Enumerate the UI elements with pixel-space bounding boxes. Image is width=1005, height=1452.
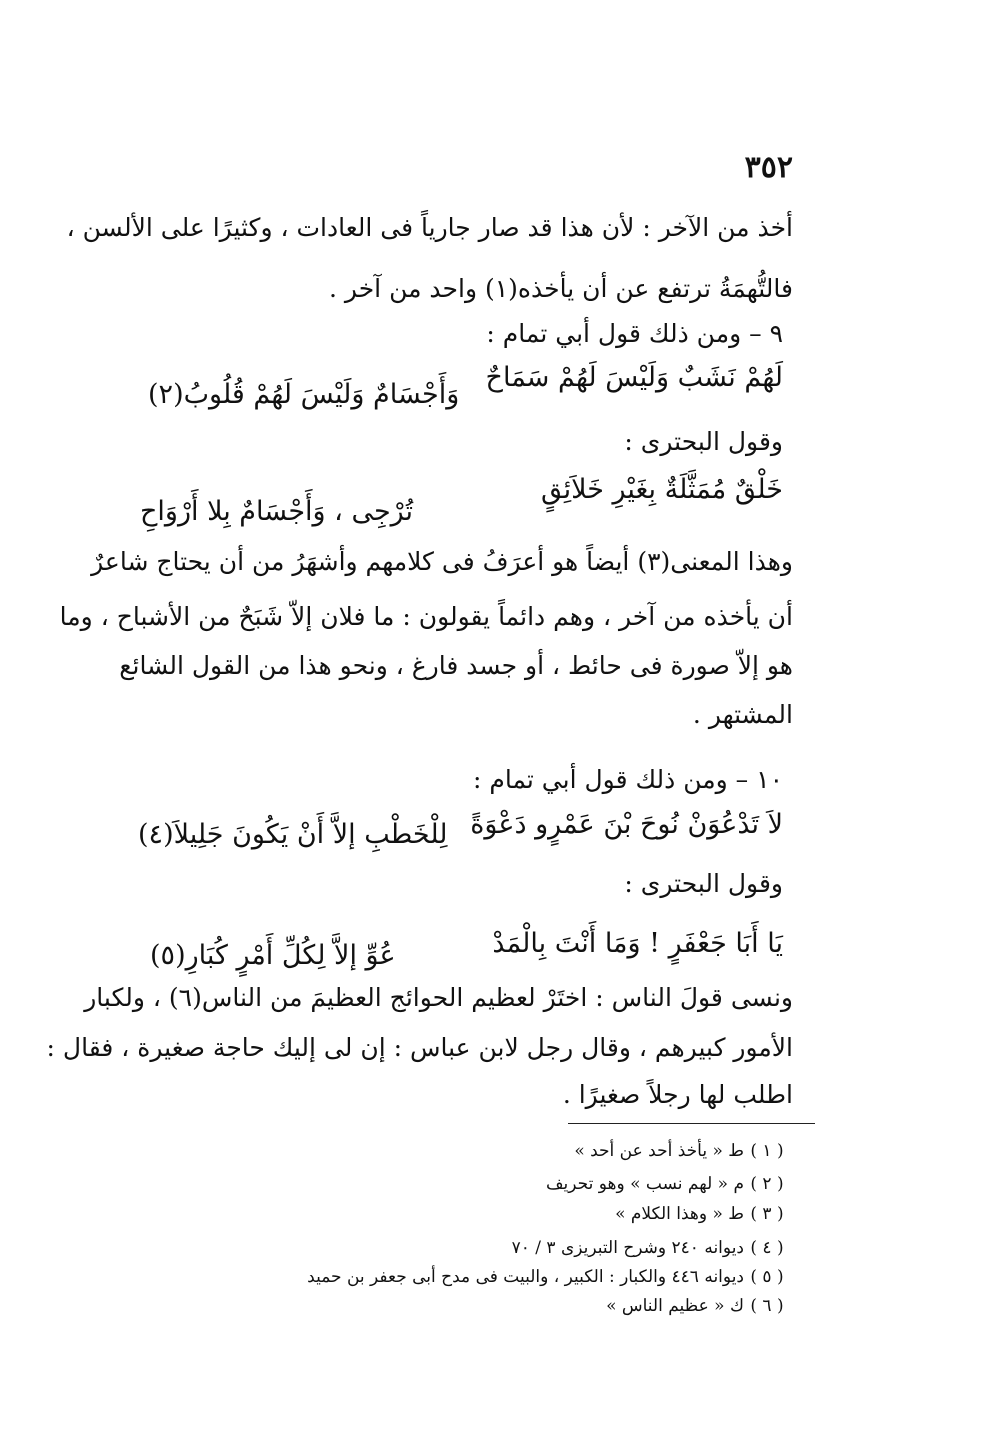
footnote-number: ( ٥ ) xyxy=(750,1267,784,1287)
footnote-number: ( ٣ ) xyxy=(750,1204,784,1224)
text-line: فالتُّهمَةُ ترتفع عن أن يأخذه(١) واحد من آخر . xyxy=(329,274,793,303)
text-line: وهذا المعنى(٣) أيضاً هو أعرَفُ فى كلامهم وأشهَرُ من أن يحتاج شاعرٌ xyxy=(91,547,793,576)
footnote xyxy=(615,1201,790,1227)
page-number: ٣٥٢ xyxy=(744,150,793,185)
text-line: أن يأخذه من آخر ، وهم دائماً يقولون : ما فلان إلاّ شَبَحٌ من الأشباح ، وما xyxy=(59,602,793,631)
verse-second-hemistich: عُوِّ إلاَّ لِكُلِّ أَمْرٍ كُبَارِ(٥) xyxy=(150,940,396,971)
footnote xyxy=(574,1138,790,1164)
footnote-text: م « لهم نسب » وهو تحريف xyxy=(545,1174,744,1194)
verse-first-hemistich: يَا أَبَا جَعْفَرٍ ! وَمَا أَنْتَ بِالْمَدْ xyxy=(492,928,783,959)
footnote-number: ( ١ ) xyxy=(750,1141,784,1161)
footnote-text: ديوانه ٢٤٠ وشرح التبريزى ٣ / ٧٠ xyxy=(511,1238,744,1258)
text-line: أخذ من الآخر : لأن هذا قد صار جارياً فى العادات ، وكثيرًا على الألسن ، xyxy=(66,213,793,242)
verse-second-hemistich: وَأَجْسَامٌ وَلَيْسَ لَهُمْ قُلُوبُ(٢) xyxy=(148,379,460,410)
text-line: اطلب لها رجلاً صغيرًا . xyxy=(562,1080,793,1109)
text-line: المشتهر . xyxy=(692,700,793,729)
verse-second-hemistich: تُرْجِى ، وَأَجْسَامٌ بِلا أَرْوَاحِ xyxy=(140,496,414,527)
verse-first-hemistich: لَهُمْ نَشَبٌ وَلَيْسَ لَهُمْ سَمَاحٌ xyxy=(485,362,783,393)
footnote xyxy=(307,1264,790,1290)
footnote-text: ط « يأخذ أحد عن أحد » xyxy=(574,1141,744,1161)
footnote-text: ك « عظيم الناس » xyxy=(606,1296,744,1316)
verse-first-hemistich: لاَ تَدْعُوَنْ نُوحَ بْنَ عَمْرٍو دَعْوَةً xyxy=(470,809,783,840)
verse-second-hemistich: لِلْخَطْبِ إلاَّ أَنْ يَكُونَ جَلِيلاَ(٤) xyxy=(138,819,448,850)
text-line: الأمور كبيرهم ، وقال رجل لابن عباس : إن لى إليك حاجة صغيرة ، فقال : xyxy=(46,1033,793,1062)
text-line: ونسى قولَ الناس : اختَرْ لعظيم الحوائج العظيمَ من الناس(٦) ، ولكبار xyxy=(84,983,793,1012)
text-line: ٩ – ومن ذلك قول أبي تمام : xyxy=(486,319,783,348)
footnote-text: ط « وهذا الكلام » xyxy=(615,1204,744,1224)
footnote-number: ( ٢ ) xyxy=(750,1174,784,1194)
footnote xyxy=(606,1293,790,1319)
text-line: وقول البحترى : xyxy=(624,869,783,898)
footnote-number: ( ٤ ) xyxy=(750,1238,784,1258)
text-line: ١٠ – ومن ذلك قول أبي تمام : xyxy=(472,765,783,794)
text-line: وقول البحترى : xyxy=(624,427,783,456)
footnote xyxy=(512,1235,790,1261)
footnote-number: ( ٦ ) xyxy=(750,1296,784,1316)
footnote xyxy=(546,1171,790,1197)
footnote-divider xyxy=(568,1123,815,1124)
text-line: هو إلاّ صورة فى حائط ، أو جسد فارغ ، ونحو هذا من القول الشائع xyxy=(119,651,793,680)
verse-first-hemistich: خَلْقٌ مُمَثَّلَةٌ بِغَيْرِ خَلاَئِقٍ xyxy=(541,474,783,505)
footnote-text: ديوانه ٤٤٦ والكبار : الكبير ، والبيت فى مدح أبى جعفر بن حميد xyxy=(307,1267,744,1287)
